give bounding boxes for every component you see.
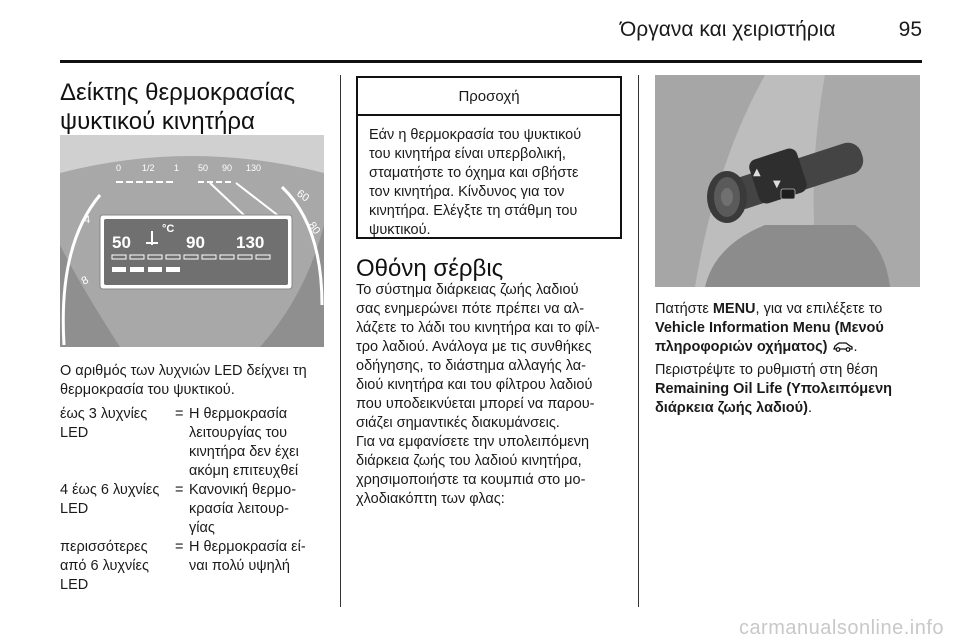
led-meaning: Κανονική θερμο- κρασία λειτουρ- γίας xyxy=(189,482,297,536)
menu-button-label: MENU xyxy=(712,301,756,317)
section-heading-coolant xyxy=(60,78,295,136)
inset-scale-90: 90 xyxy=(186,233,205,252)
oil-life-instruction: Περιστρέψτε το ρυθμιστή στη θέση Remaining Oil Life (Υπολειπόμενη διάρκεια ζωής λαδιού). xyxy=(655,362,892,416)
caption-line: θερμοκρασία του ψυκτικού. xyxy=(60,382,235,398)
scale-top-half: 1/2 xyxy=(142,163,155,173)
led-meaning: Η θερμοκρασία λειτουργίας του κινητήρα δεν έχει ακόμη επιτευχθεί xyxy=(189,406,299,479)
scale-top-0: 0 xyxy=(116,163,122,173)
scale-top-90: 90 xyxy=(222,163,233,173)
caution-title: Προσοχή xyxy=(358,78,620,116)
caution-text: Εάν η θερμοκρασία του ψυκτικού του κινητήρα είναι υπερβολική, σταματήστε το όχημα και σβήστε τον κινητήρα. Κίνδυνος για τον κινητήρα. Ελέγξτε τη στάθμη του ψυκτικού. xyxy=(369,127,582,238)
instrument-cluster-illustration xyxy=(60,135,324,347)
led-definition-row-normal xyxy=(60,481,325,538)
page-header-title: Όργανα και χειριστήρια xyxy=(620,18,836,41)
led-definition-row-high xyxy=(60,538,325,595)
service-paragraph-1: Το σύστημα διάρκειας ζωής λαδιού σας ενημερώνει πότε πρέπει να αλ- λάζετε το λάδι του κινητήρα και το φίλ- τρο λαδιού. Ανάλογα με τις συνθήκες οδήγησης, το διάστημα αλλαγής λα- διού κινητήρα και του φίλτρου λαδιού που υποδεικνύεται μπορεί να παρου- σιάζει σημαντικές διακυμάνσεις. xyxy=(356,282,600,431)
led-definition-row-low xyxy=(60,405,325,481)
caution-box xyxy=(356,76,622,239)
led-count-label: περισσότερες από 6 λυχνίες LED xyxy=(60,539,149,593)
scale-right-80: 80 xyxy=(305,219,323,237)
section-heading-line: Δείκτης θερμοκρασίας xyxy=(60,79,296,106)
inset-scale-50: 50 xyxy=(112,233,131,252)
column-divider-right xyxy=(638,75,639,607)
stalk-arrow-down-icon: ▼ xyxy=(773,179,781,190)
steering-stalk-illustration xyxy=(655,75,920,287)
menu-instruction: Πατήστε MENU, για να επιλέξετε το Vehicle Information Menu (Μενού πληροφοριών οχήματος) . xyxy=(655,301,884,355)
equals-sign: = xyxy=(175,539,184,555)
instrument-cluster-image xyxy=(60,135,324,347)
scale-top-1: 1 xyxy=(174,163,180,173)
led-count-label: 4 έως 6 λυχνίες LED xyxy=(60,482,160,517)
equals-sign: = xyxy=(175,482,184,498)
top-led-marks xyxy=(116,181,231,183)
equals-sign: = xyxy=(175,406,184,422)
section-heading-service-display: Οθόνη σέρβις xyxy=(356,255,504,282)
page-number: 95 xyxy=(898,18,922,41)
column-divider-left xyxy=(340,75,341,607)
scale-right-60: 60 xyxy=(294,187,312,205)
scale-left-8: 8 xyxy=(79,274,91,288)
caption-line: Ο αριθμός των λυχνιών LED δείχνει τη xyxy=(60,363,307,379)
header-rule xyxy=(60,60,922,63)
watermark: carmanualsonline.info xyxy=(738,617,944,639)
steering-stalk-image xyxy=(655,75,920,287)
led-meaning: Η θερμοκρασία εί- ναι πολύ υψηλή xyxy=(189,539,306,574)
scale-left-4: 4 xyxy=(84,214,91,226)
scale-top-130: 130 xyxy=(246,163,262,173)
led-count-label: έως 3 λυχνίες LED xyxy=(60,406,148,441)
section-heading-line: ψυκτικού κινητήρα xyxy=(60,108,255,135)
stalk-arrow-up-icon: ▲ xyxy=(753,167,761,178)
inset-scale-130: 130 xyxy=(236,233,265,252)
car-icon xyxy=(832,340,854,352)
service-paragraph-2: Για να εμφανίσετε την υπολειπόμενη διάρκεια ζωής του λαδιού κινητήρα, χρησιμοποιήστε τα κουμπιά στο μο- χλοδιακόπτη των φλας: xyxy=(356,434,590,507)
menu-button xyxy=(781,189,795,199)
image-caption xyxy=(60,362,330,400)
scale-top-50: 50 xyxy=(198,163,209,173)
inset-unit: °C xyxy=(162,223,175,235)
